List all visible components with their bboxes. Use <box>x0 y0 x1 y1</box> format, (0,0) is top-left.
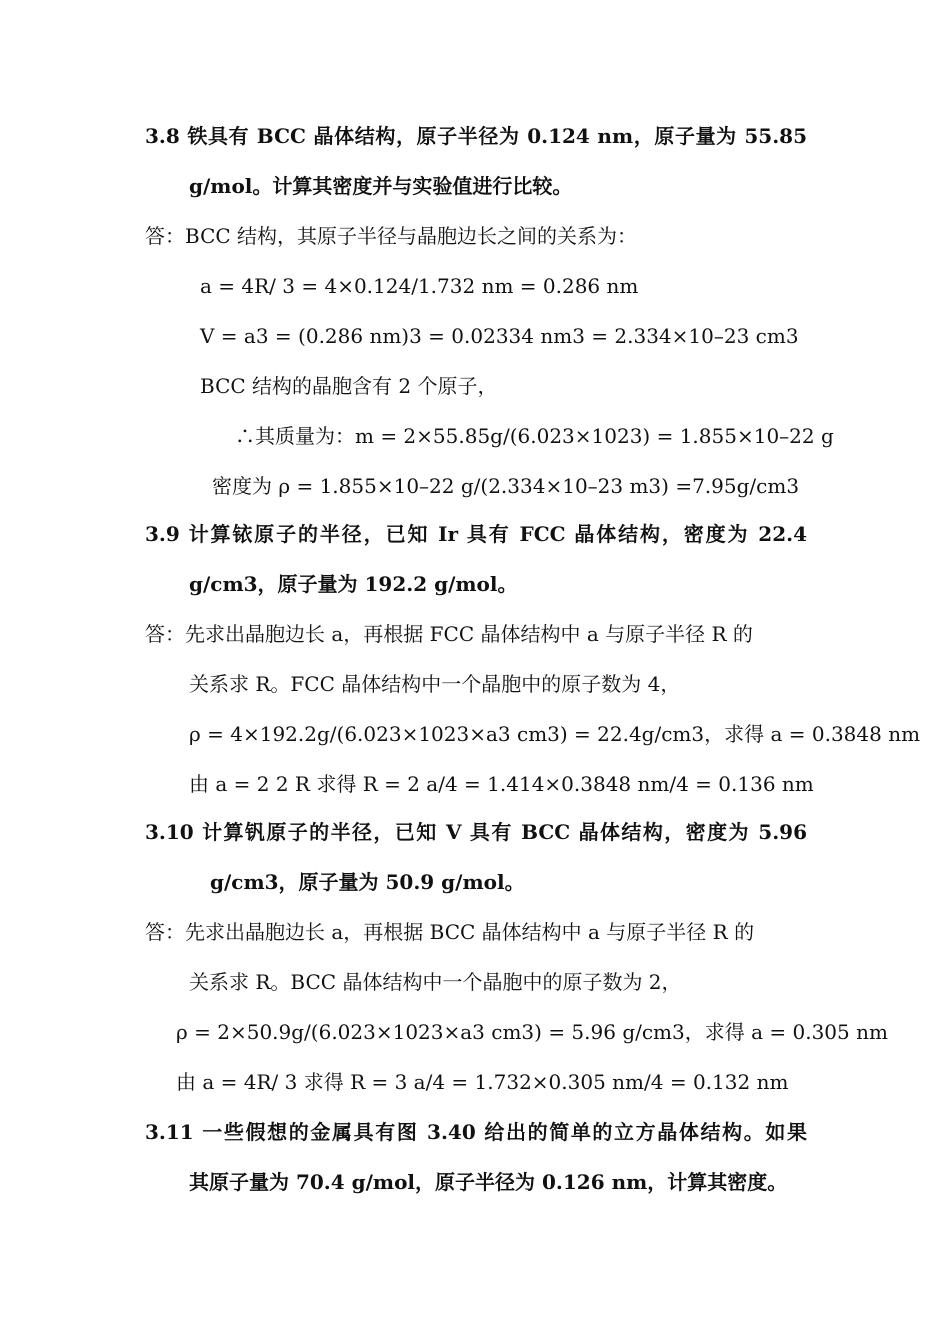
formula-v-radius: 由 a = 4R/ 3 求得 R = 3 a/4 = 1.732×0.305 nm/4 = 0.132 nm <box>176 1070 789 1094</box>
question-3-10-line-1: 3.10 计算钒原子的半径，已知 V 具有 BCC 晶体结构，密度为 5.96 <box>145 820 807 844</box>
answer-3-8-intro: 答：BCC 结构，其原子半径与晶胞边长之间的关系为： <box>145 224 638 248</box>
formula-density-result: 密度为 ρ = 1.855×10–22 g/(2.334×10–23 m3) =7.95g/cm3 <box>212 474 800 498</box>
formula-cell-mass: ∴其质量为：m = 2×55.85g/(6.023×1023) = 1.855×10–22 g <box>235 424 834 448</box>
question-3-10-line-2: g/cm3，原子量为 50.9 g/mol。 <box>210 870 525 894</box>
answer-atoms-per-cell: BCC 结构的晶胞含有 2 个原子， <box>200 374 498 398</box>
formula-ir-radius: 由 a = 2 2 R 求得 R = 2 a/4 = 1.414×0.3848 nm/4 = 0.136 nm <box>189 772 814 796</box>
formula-ir-density: ρ = 4×192.2g/(6.023×1023×a3 cm3) = 22.4g/cm3，求得 a = 0.3848 nm <box>189 722 921 746</box>
answer-3-10-intro: 答：先求出晶胞边长 a，再根据 BCC 晶体结构中 a 与原子半径 R 的 <box>145 920 755 944</box>
question-3-11-line-1: 3.11 一些假想的金属具有图 3.40 给出的简单的立方晶体结构。如果 <box>145 1120 807 1144</box>
answer-3-9-intro: 答：先求出晶胞边长 a，再根据 FCC 晶体结构中 a 与原子半径 R 的 <box>145 622 753 646</box>
question-3-8-line-2: g/mol。计算其密度并与实验值进行比较。 <box>189 174 573 198</box>
formula-v-density: ρ = 2×50.9g/(6.023×1023×a3 cm3) = 5.96 g/cm3，求得 a = 0.305 nm <box>176 1020 888 1044</box>
formula-cell-volume: V = a3 = (0.286 nm)3 = 0.02334 nm3 = 2.334×10–23 cm3 <box>200 324 799 348</box>
answer-3-10-atoms: 关系求 R。BCC 晶体结构中一个晶胞中的原子数为 2， <box>189 970 682 994</box>
question-3-11-line-2: 其原子量为 70.4 g/mol，原子半径为 0.126 nm，计算其密度。 <box>189 1170 788 1194</box>
formula-lattice-parameter: a = 4R/ 3 = 4×0.124/1.732 nm = 0.286 nm <box>200 274 639 298</box>
question-3-8-line-1: 3.8 铁具有 BCC 晶体结构，原子半径为 0.124 nm，原子量为 55.85 <box>145 124 807 148</box>
question-3-9-line-2: g/cm3，原子量为 192.2 g/mol。 <box>189 572 518 596</box>
question-3-9-line-1: 3.9 计算铱原子的半径，已知 Ir 具有 FCC 晶体结构，密度为 22.4 <box>145 522 807 546</box>
answer-3-9-atoms: 关系求 R。FCC 晶体结构中一个晶胞中的原子数为 4， <box>189 672 681 696</box>
